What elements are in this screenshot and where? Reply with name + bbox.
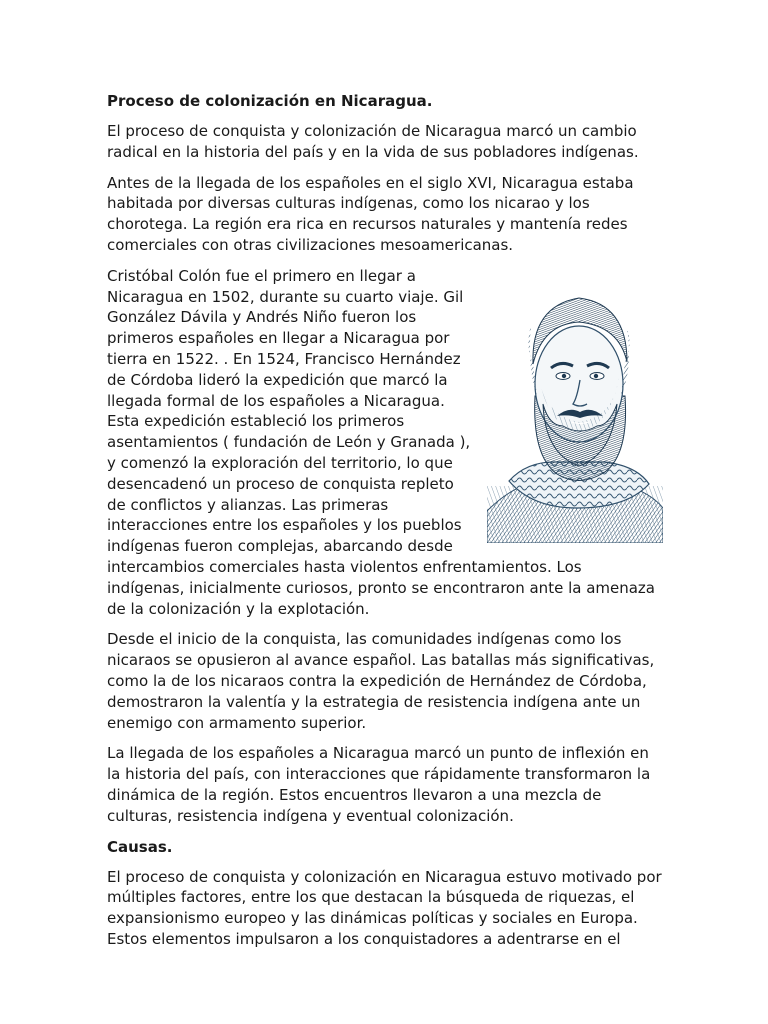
paragraph-resistance: Desde el inicio de la conquista, las comunidades indígenas como los nicaraos se opusieron al avance español. Las batallas más significativas, como la de los nicaraos contra la expedición de Hernández de Córdoba, demostraron la valentía y la estrategia de resistencia indígena ante un enemigo con armamento superior. bbox=[107, 630, 655, 732]
paragraph-intro: El proceso de conquista y colonización de Nicaragua marcó un cambio radical en la historia del país y en la vida de sus pobladores indígenas. bbox=[107, 122, 639, 161]
document-title: Proceso de colonización en Nicaragua. bbox=[107, 92, 433, 110]
paragraph-turning-point: La llegada de los españoles a Nicaragua marcó un punto de inflexión en la historia del país, con interacciones que rápidamente transformaron la dinámica de la región. Estos encuentros llevaron a una mezcla de culturas, resistencia indígena y eventual colonización. bbox=[107, 744, 651, 825]
engraved-portrait-icon bbox=[487, 276, 663, 543]
paragraph-causes: El proceso de conquista y colonización en Nicaragua estuvo motivado por múltiples factores, entre los que destacan la búsqueda de riquezas, el expansionismo europeo y las dinámicas políticas y sociales en Europa. Estos elementos impulsaron a los conquistadores a adentrarse en el bbox=[107, 867, 662, 948]
document-page bbox=[107, 91, 663, 960]
section-heading-causas: Causas. bbox=[107, 837, 173, 856]
paragraph-with-portrait bbox=[107, 266, 663, 620]
paragraph-arrival: Cristóbal Colón fue el primero en llegar a Nicaragua en 1502, durante su cuarto viaje. Gil González Dávila y Andrés Niño fueron los primeros españoles en llegar a Nicaragua por tierra en 1522. . En 1524, Francisco Hernández de Córdoba lideró la expedición que marcó la llegada formal de los españoles a Nicaragua. Esta expedición estableció los primeros asentamientos ( fundación de León y Granada ), y comenzó la exploración del territorio, lo que desencadenó un proceso de conquista repleto de conflictos y alianzas. Las primeras interacciones entre los españoles y los pueblos indígenas fueron complejas, abarcando desde intercambios comerciales hasta violentos enfrentamientos. Los indígenas, inicialmente curiosos, pronto se encontraron ante la amenaza de la colonización y la explotación. bbox=[107, 266, 655, 618]
paragraph-pre-contact: Antes de la llegada de los españoles en el siglo XVI, Nicaragua estaba habitada por diversas culturas indígenas, como los nicarao y los chorotega. La región era rica en recursos naturales y mantenía redes comerciales con otras civilizaciones mesoamericanas. bbox=[107, 173, 634, 254]
